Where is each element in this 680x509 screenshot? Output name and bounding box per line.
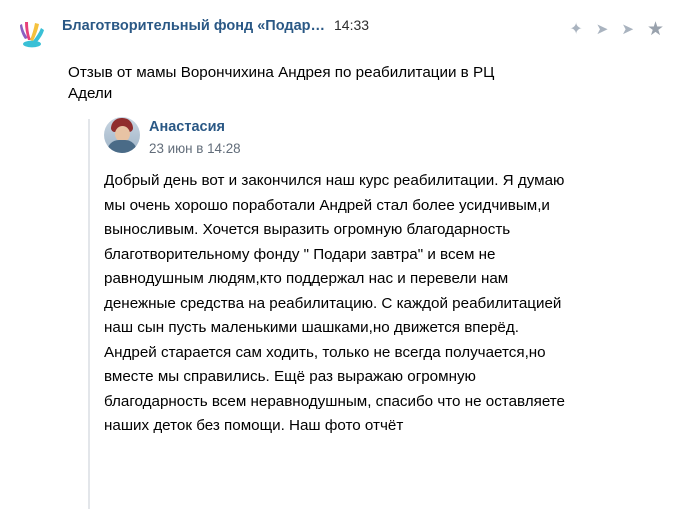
repost-author-link[interactable]: Анастасия — [149, 119, 225, 135]
star-icon[interactable]: ★ — [646, 19, 664, 40]
group-logo-icon[interactable] — [16, 16, 52, 52]
repost-text: Добрый день вот и закончился наш курс реабилитации. Я думаю мы очень хорошо поработали Андрей стал более усидчивым,и выносливым. Хочется выразить огромную благодарность благотворительному фонду " Подари завтра" и всем не равнодушным людям,кто поддержал нас и перевели нам денежные средства на реабилитацию. С каждой реабилитацией наш сын пусть маленькими шашками,но движется вперёд. Андрей старается сам ходить, только не всегда получается,но вместе мы справились. Ещё раз выражаю огромную благодарность всем неравнодушным, спасибо что не оставляете наших деток без помощи. Наш фото отчёт — [104, 172, 566, 434]
group-name-link[interactable]: Благотворительный фонд «Подар… — [62, 18, 325, 34]
post-time: 14:33 — [334, 17, 370, 33]
sparkle-icon[interactable]: ✦ — [569, 20, 583, 38]
repost-date[interactable]: 23 июн в 14:28 — [149, 141, 241, 156]
repost-text-truncated — [104, 439, 664, 449]
repost-header — [104, 117, 664, 158]
arrow-right-icon[interactable]: ➤ — [621, 21, 634, 38]
repost-meta — [149, 117, 241, 158]
post-text: Отзыв от мамы Ворончихина Андрея по реабилитации в РЦ Адели — [68, 64, 495, 102]
post-header — [16, 14, 664, 52]
reposted-content — [88, 117, 664, 449]
avatar[interactable] — [104, 117, 140, 153]
post-header-actions — [569, 20, 664, 39]
arrow-left-icon[interactable]: ➤ — [595, 21, 609, 38]
